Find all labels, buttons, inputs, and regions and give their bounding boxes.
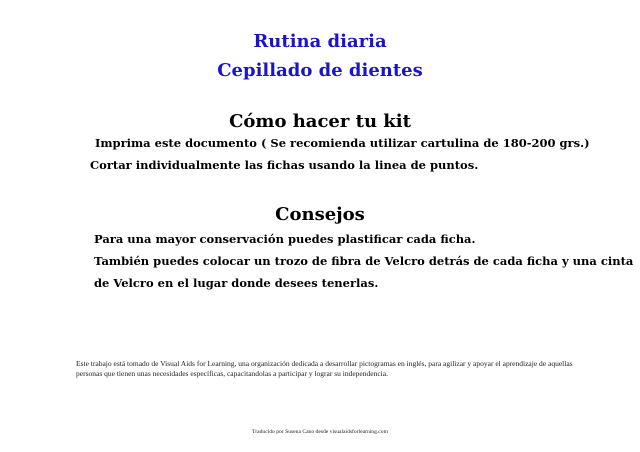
tip-velcro-line2: de Velcro en el lugar donde desees tenerlas. <box>94 276 379 290</box>
kit-instruction-cut: Cortar individualmente las fichas usando la linea de puntos. <box>90 158 479 172</box>
tips-section-heading: Consejos <box>275 204 365 225</box>
translation-credit: Traducido por Susena Cano desde visualaidsforlearning.com <box>252 429 388 435</box>
document-subtitle: Cepillado de dientes <box>217 60 423 81</box>
tip-laminate: Para una mayor conservación puedes plastificar cada ficha. <box>94 232 476 246</box>
kit-instruction-print: Imprima este documento ( Se recomienda utilizar cartulina de 180-200 grs.) <box>95 136 590 150</box>
footer-attribution-note: Este trabajo está tomado de Visual Aids for Learning, una organización dedicada a desarrollar pictogramas en inglés, para agilizar y apoyar el aprendizaje de aquellas personas que tienen unas necesidades específicas, capacitandolas a participar y lograr su independencia. <box>76 359 573 378</box>
document-title: Rutina diaria <box>253 31 387 52</box>
kit-section-heading: Cómo hacer tu kit <box>229 111 411 132</box>
tip-velcro-line1: También puedes colocar un trozo de fibra de Velcro detrás de cada ficha y una cinta <box>94 254 634 268</box>
